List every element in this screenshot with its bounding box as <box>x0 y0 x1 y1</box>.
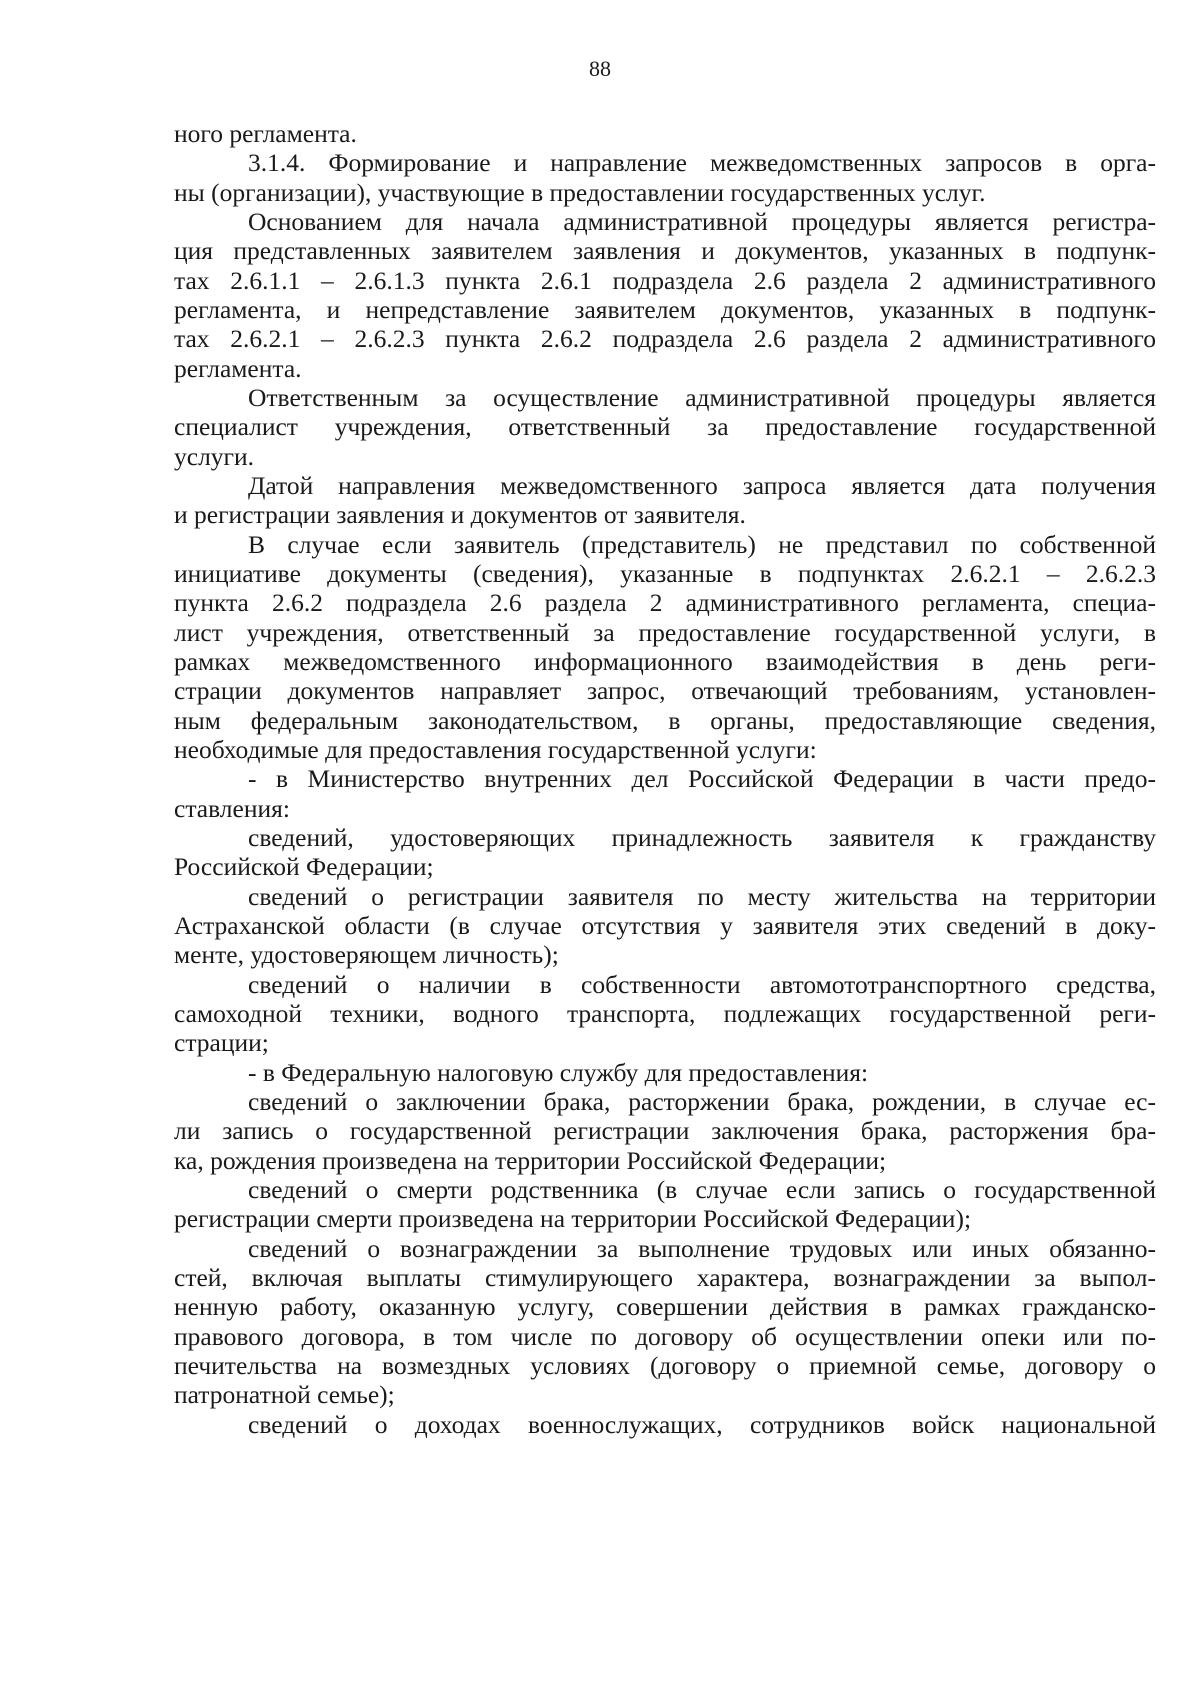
text-line: регламента. <box>174 353 302 383</box>
text-line: - в Министерство внутренних дел Российской Федерации в части предо- <box>248 764 1156 794</box>
text-line: специалист учреждения, ответственный за предоставление государственной <box>174 412 1156 442</box>
text-line: сведений, удостоверяющих принадлежность заявителя к гражданству <box>248 822 1156 852</box>
text-line: Датой направления межведомственного запроса является дата получения <box>248 471 1156 500</box>
text-line: инициативе документы (сведения), указанные в подпунктах 2.6.2.1 – 2.6.2.3 <box>174 559 1156 588</box>
text-line: В случае если заявитель (представитель) не представил по собственной <box>248 529 1156 559</box>
text-line: сведений о регистрации заявителя по месту жительства на территории <box>248 881 1156 911</box>
text-line: патронатной семье); <box>174 1380 395 1410</box>
text-line: страции; <box>174 1028 269 1058</box>
text-line: сведений о смерти родственника (в случае если запись о государственной <box>248 1174 1156 1204</box>
text-line: сведений о заключении брака, расторжении брака, рождении, в случае ес- <box>248 1086 1156 1116</box>
text-line: менте, удостоверяющем личность); <box>174 940 559 970</box>
text-line: тах 2.6.1.1 – 2.6.1.3 пункта 2.6.1 подраздела 2.6 раздела 2 административного <box>174 265 1156 295</box>
text-line: стей, включая выплаты стимулирующего характера, вознаграждении за выпол- <box>174 1262 1156 1292</box>
text-line: ка, рождения произведена на территории Российской Федерации; <box>174 1145 887 1175</box>
text-line: самоходной техники, водного транспорта, подлежащих государственной реги- <box>174 998 1156 1028</box>
text-line: правового договора, в том числе по договору об осуществлении опеки или по- <box>174 1321 1156 1351</box>
text-line: ция представленных заявителем заявления и документов, указанных в подпунк- <box>174 236 1156 266</box>
text-line: ным федеральным законодательством, в органы, предоставляющие сведения, <box>174 705 1156 735</box>
text-line: страции документов направляет запрос, отвечающий требованиям, установлен- <box>174 676 1156 706</box>
text-line: ны (организации), участвующие в предоставлении государственных услуг. <box>174 177 986 207</box>
text-line: сведений о наличии в собственности автомототранспортного средства, <box>248 969 1156 999</box>
text-line: регламента, и непредставление заявителем документов, указанных в подпунк- <box>174 295 1156 324</box>
text-line: регистрации смерти произведена на территории Российской Федерации); <box>174 1204 972 1234</box>
text-line: рамках межведомственного информационного взаимодействия в день реги- <box>174 646 1156 676</box>
text-line: ставления: <box>174 793 290 823</box>
text-line: Российской Федерации; <box>174 852 434 882</box>
text-line: сведений о вознаграждении за выполнение трудовых или иных обязанно- <box>248 1233 1156 1263</box>
text-line: ного регламента. <box>174 119 357 148</box>
text-line: Астраханской области (в случае отсутствия у заявителя этих сведений в доку- <box>174 910 1156 940</box>
text-line: необходимые для предоставления государственной услуги: <box>174 734 817 764</box>
text-line: печительства на возмездных условиях (договору о приемной семье, договору о <box>174 1350 1156 1380</box>
text-line: ли запись о государственной регистрации заключения брака, расторжения бра- <box>174 1116 1156 1146</box>
text-line: пункта 2.6.2 подраздела 2.6 раздела 2 административного регламента, специа- <box>174 588 1156 618</box>
text-line: лист учреждения, ответственный за предоставление государственной услуги, в <box>174 617 1156 647</box>
text-line: Ответственным за осуществление административной процедуры является <box>248 383 1156 412</box>
text-line: услуги. <box>174 441 255 471</box>
page-number: 88 <box>589 56 611 81</box>
text-line: 3.1.4. Формирование и направление межведомственных запросов в орга- <box>248 148 1156 178</box>
text-line: и регистрации заявления и документов от заявителя. <box>174 500 746 530</box>
text-line: тах 2.6.2.1 – 2.6.2.3 пункта 2.6.2 подраздела 2.6 раздела 2 административного <box>174 324 1156 354</box>
text-line: сведений о доходах военнослужащих, сотрудников войск национальной <box>248 1409 1156 1439</box>
text-line: Основанием для начала административной процедуры является регистра- <box>248 207 1156 236</box>
text-line: ненную работу, оказанную услугу, совершении действия в рамках гражданско- <box>174 1292 1156 1322</box>
text-line: - в Федеральную налоговую службу для предоставления: <box>248 1057 869 1087</box>
